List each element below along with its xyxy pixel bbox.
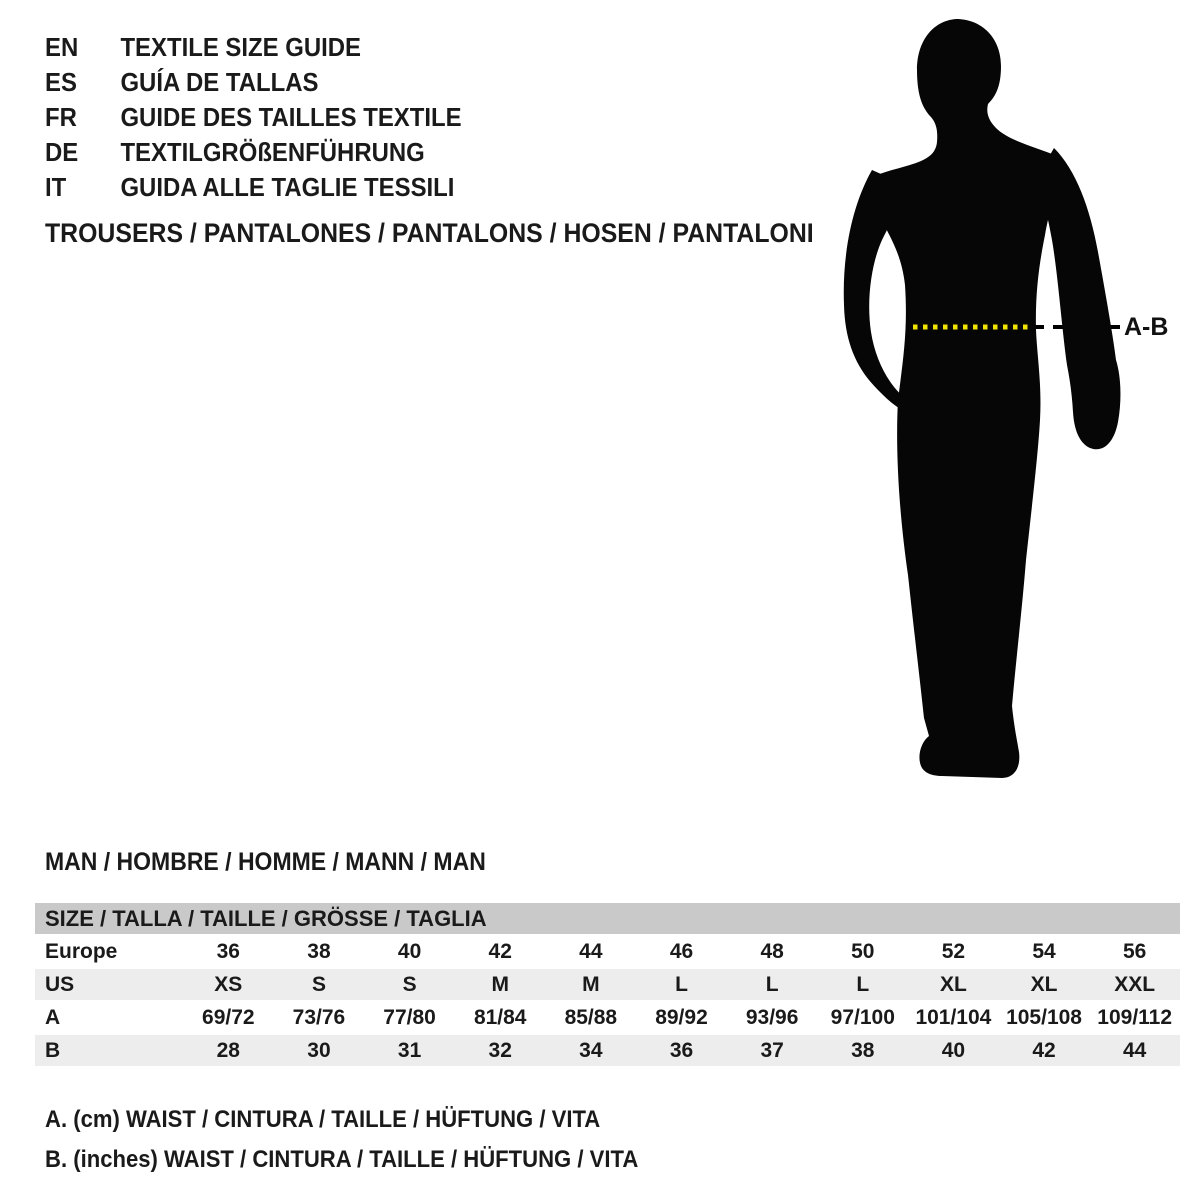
- cell-us-8: XL: [939, 972, 967, 996]
- row-label-europe: Europe: [45, 939, 118, 963]
- lang-code-fr: FR: [45, 102, 77, 132]
- cell-europe-1: 38: [307, 939, 331, 963]
- cell-a-0: 69/72: [202, 1005, 255, 1029]
- cell-a-3: 81/84: [473, 1005, 527, 1029]
- cell-europe-9: 54: [1032, 939, 1056, 963]
- cell-europe-2: 40: [397, 939, 422, 963]
- cell-us-7: L: [856, 972, 870, 996]
- cell-a-5: 89/92: [655, 1005, 708, 1029]
- cell-us-2: S: [402, 972, 417, 996]
- row-label-b: B: [45, 1038, 61, 1062]
- cell-europe-4: 44: [579, 939, 603, 963]
- cell-b-4: 34: [579, 1038, 603, 1062]
- cell-us-4: M: [582, 972, 600, 996]
- cell-b-1: 30: [307, 1038, 331, 1062]
- size-table-header-label: SIZE / TALLA / TAILLE / GRÖSSE / TAGLIA: [45, 906, 487, 931]
- cell-b-7: 38: [851, 1038, 875, 1062]
- cell-b-10: 44: [1122, 1038, 1147, 1062]
- cell-a-10: 109/112: [1097, 1005, 1173, 1029]
- cell-b-0: 28: [216, 1038, 240, 1062]
- lang-title-de: TEXTILGRÖßENFÜHRUNG: [120, 137, 425, 167]
- cell-a-2: 77/80: [383, 1005, 436, 1029]
- cell-us-5: L: [675, 972, 688, 996]
- cell-b-5: 36: [669, 1038, 694, 1062]
- row-label-a: A: [45, 1005, 61, 1029]
- cell-a-6: 93/96: [745, 1005, 799, 1029]
- cell-a-4: 85/88: [564, 1005, 618, 1029]
- measure-label-ab: A-B: [1124, 313, 1169, 341]
- cell-europe-10: 56: [1122, 939, 1147, 963]
- cell-us-9: XL: [1030, 972, 1058, 996]
- cell-b-6: 37: [760, 1038, 784, 1062]
- lang-title-fr: GUIDE DES TAILLES TEXTILE: [120, 102, 462, 132]
- cell-us-0: XS: [214, 972, 243, 996]
- cell-us-3: M: [491, 972, 509, 996]
- man-right-arm: [1038, 148, 1120, 449]
- size-table-header: [35, 903, 1180, 936]
- cell-b-3: 32: [488, 1038, 512, 1062]
- section-title-man: MAN / HOMBRE / HOMME / MANN / MAN: [45, 848, 486, 876]
- cell-a-8: 101/104: [915, 1005, 992, 1029]
- cell-a-7: 97/100: [830, 1005, 895, 1029]
- table-row-a: [35, 1002, 1180, 1035]
- cell-europe-7: 50: [851, 939, 875, 963]
- table-row-b: [35, 1035, 1180, 1068]
- garment-title: TROUSERS / PANTALONES / PANTALONS / HOSEN / PANTALONI: [45, 218, 814, 248]
- cell-europe-6: 48: [760, 939, 784, 963]
- cell-a-9: 105/108: [1006, 1005, 1082, 1029]
- table-row-us: [35, 969, 1180, 1002]
- lang-code-it: IT: [45, 172, 67, 202]
- lang-code-es: ES: [45, 67, 77, 97]
- lang-title-en: TEXTILE SIZE GUIDE: [120, 32, 362, 62]
- cell-europe-5: 46: [669, 939, 694, 963]
- lang-code-en: EN: [45, 32, 79, 62]
- cell-us-6: L: [765, 972, 779, 996]
- size-table: [35, 903, 1180, 1068]
- table-row-europe: [35, 936, 1180, 969]
- footnote-b-inches: B. (inches) WAIST / CINTURA / TAILLE / HÜFTUNG / VITA: [45, 1146, 639, 1173]
- lang-title-it: GUIDA ALLE TAGLIE TESSILI: [120, 172, 455, 202]
- cell-europe-3: 42: [488, 939, 512, 963]
- row-label-us: US: [45, 972, 75, 996]
- footnote-a-cm: A. (cm) WAIST / CINTURA / TAILLE / HÜFTUNG / VITA: [45, 1106, 601, 1133]
- cell-b-9: 42: [1032, 1038, 1056, 1062]
- cell-b-2: 31: [397, 1038, 422, 1062]
- lang-title-es: GUÍA DE TALLAS: [120, 67, 319, 97]
- cell-us-1: S: [311, 972, 326, 996]
- cell-us-10: XXL: [1114, 972, 1156, 996]
- cell-europe-8: 52: [941, 939, 966, 963]
- lang-code-de: DE: [45, 137, 79, 167]
- cell-europe-0: 36: [216, 939, 240, 963]
- cell-a-1: 73/76: [292, 1005, 346, 1029]
- cell-b-8: 40: [941, 1038, 966, 1062]
